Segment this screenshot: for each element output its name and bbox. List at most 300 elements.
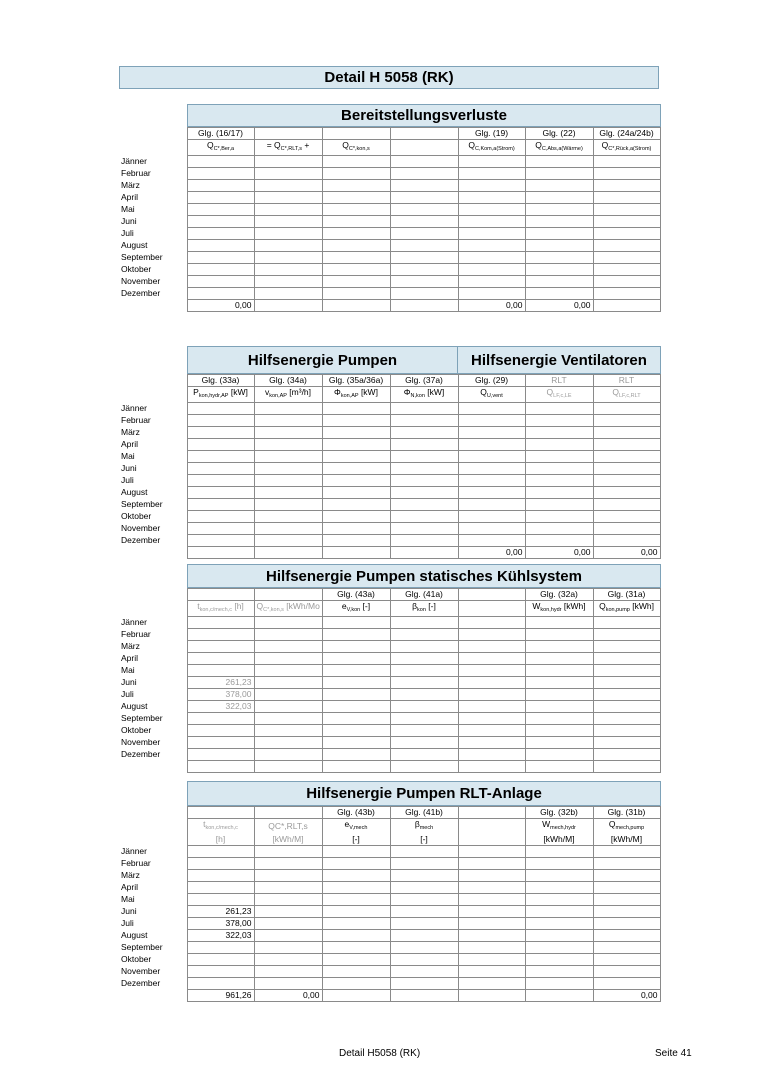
value-cell (187, 487, 254, 499)
value-cell (187, 966, 254, 978)
value-cell (525, 653, 593, 665)
symbol-main: QC*,RLT,s (268, 821, 308, 831)
value-cell (390, 677, 458, 689)
table-row (119, 204, 660, 216)
symbol-cell (254, 387, 322, 403)
value-cell (254, 403, 322, 415)
value-cell: 261,23 (187, 906, 254, 918)
symbol-subscript: LF,c,RLT (619, 393, 641, 399)
value-cell (322, 415, 390, 427)
value-cell (593, 737, 660, 749)
value-cell (254, 192, 322, 204)
value-cell (525, 737, 593, 749)
value-cell (390, 499, 458, 511)
value-cell (525, 463, 593, 475)
value-cell (390, 228, 458, 240)
symbol-cell (187, 601, 254, 617)
value-cell (525, 180, 593, 192)
value-cell (187, 942, 254, 954)
table-row (119, 689, 660, 701)
month-label: März (121, 427, 140, 437)
value-cell (390, 523, 458, 535)
value-cell (187, 252, 254, 264)
value-cell (187, 463, 254, 475)
value-cell (458, 689, 525, 701)
totals-row (119, 300, 660, 312)
month-label: März (121, 870, 140, 880)
symbol-unit: [kW] (358, 387, 378, 397)
symbol-subscript: C*,kon,s (263, 607, 284, 613)
value-cell (525, 168, 593, 180)
table-row (119, 701, 660, 713)
value-cell (458, 846, 525, 858)
value-cell (525, 475, 593, 487)
value-cell (187, 511, 254, 523)
value-cell (187, 204, 254, 216)
value-cell (525, 930, 593, 942)
symbol-main: Q (535, 140, 542, 150)
value-cell (254, 918, 322, 930)
symbol-cell (390, 140, 458, 156)
symbol-cell (390, 601, 458, 617)
value-cell (254, 168, 322, 180)
value-cell (187, 737, 254, 749)
equation-ref: Glg. (34a) (254, 375, 322, 387)
table-row (119, 475, 660, 487)
value-cell (322, 463, 390, 475)
table-row (119, 846, 660, 858)
symbol-main: = Q (266, 140, 281, 150)
value-cell: 378,00 (187, 918, 254, 930)
table-row (119, 180, 660, 192)
spacer-cell (119, 387, 187, 403)
value-cell (390, 713, 458, 725)
value-cell (525, 415, 593, 427)
total-cell (525, 761, 593, 773)
table-row (119, 629, 660, 641)
table-row (119, 415, 660, 427)
value-cell (187, 499, 254, 511)
total-cell (254, 300, 322, 312)
month-label: Mai (121, 451, 135, 461)
spacer-cell (119, 819, 187, 835)
value-cell (593, 701, 660, 713)
table-row (119, 168, 660, 180)
value-cell (322, 701, 390, 713)
value-cell (322, 906, 390, 918)
table-row (119, 439, 660, 451)
value-cell (187, 653, 254, 665)
total-cell (525, 990, 593, 1002)
table-row (119, 499, 660, 511)
month-label: Februar (121, 858, 151, 868)
equation-ref: Glg. (32a) (525, 589, 593, 601)
symbol-cell (322, 819, 390, 835)
value-cell (593, 439, 660, 451)
value-cell (458, 264, 525, 276)
table-row (119, 882, 660, 894)
month-label: Februar (121, 415, 151, 425)
value-cell (254, 451, 322, 463)
value-cell (593, 403, 660, 415)
table-row (119, 288, 660, 300)
value-cell (187, 954, 254, 966)
month-label: Februar (121, 629, 151, 639)
totals-row (119, 547, 660, 559)
symbol-subscript: V,kon (346, 607, 361, 613)
value-cell (322, 954, 390, 966)
value-cell (322, 204, 390, 216)
symbol-main: Q (612, 387, 619, 397)
value-cell (593, 858, 660, 870)
value-cell (322, 641, 390, 653)
symbol-subscript: mech,pump (615, 825, 645, 831)
total-cell (458, 761, 525, 773)
value-cell: 322,03 (187, 701, 254, 713)
month-label: September (121, 713, 163, 723)
value-cell (525, 499, 593, 511)
table-row (119, 252, 660, 264)
equation-ref (390, 128, 458, 140)
value-cell (525, 906, 593, 918)
value-cell (525, 439, 593, 451)
total-cell: 961,26 (187, 990, 254, 1002)
value-cell (390, 192, 458, 204)
value-cell (525, 535, 593, 547)
value-cell (187, 475, 254, 487)
table-row (119, 725, 660, 737)
symbol-cell (187, 819, 254, 835)
symbol-main: Q (256, 601, 264, 611)
value-cell (254, 276, 322, 288)
value-cell (254, 216, 322, 228)
month-label: März (121, 641, 140, 651)
value-cell (458, 427, 525, 439)
value-cell (525, 701, 593, 713)
value-cell (458, 439, 525, 451)
value-cell (187, 535, 254, 547)
value-cell (390, 954, 458, 966)
month-label: Mai (121, 204, 135, 214)
spacer-cell (119, 601, 187, 617)
total-cell (254, 761, 322, 773)
month-label: Oktober (121, 725, 152, 735)
table-row (119, 954, 660, 966)
value-cell (187, 415, 254, 427)
value-cell (390, 918, 458, 930)
table-row (119, 276, 660, 288)
value-cell (458, 499, 525, 511)
value-cell (458, 180, 525, 192)
month-label: Dezember (121, 978, 161, 988)
value-cell (254, 978, 322, 990)
month-label: November (121, 966, 161, 976)
table-row (119, 487, 660, 499)
unit-cell (458, 834, 525, 846)
value-cell (390, 511, 458, 523)
value-cell (458, 156, 525, 168)
symbol-subscript: kon,AP (340, 393, 359, 399)
value-cell (593, 894, 660, 906)
value-cell (390, 629, 458, 641)
equation-ref (322, 128, 390, 140)
table-statisches-kuehlsystem (119, 588, 661, 773)
value-cell (593, 966, 660, 978)
unit-cell: [-] (390, 834, 458, 846)
symbol-subscript: C*,Ber,a (213, 146, 235, 152)
value-cell (458, 713, 525, 725)
value-cell (593, 204, 660, 216)
value-cell (458, 870, 525, 882)
table-row (119, 966, 660, 978)
value-cell (254, 204, 322, 216)
value-cell (525, 870, 593, 882)
value-cell (593, 882, 660, 894)
value-cell (390, 942, 458, 954)
value-cell (390, 870, 458, 882)
value-cell (390, 451, 458, 463)
table-row (119, 240, 660, 252)
symbol-main: Q (601, 140, 609, 150)
value-cell (593, 523, 660, 535)
value-cell (187, 617, 254, 629)
equation-ref (254, 128, 322, 140)
table-rlt-anlage (119, 806, 661, 1002)
table-row (119, 870, 660, 882)
value-cell (187, 240, 254, 252)
value-cell (525, 427, 593, 439)
value-cell (254, 535, 322, 547)
value-cell (593, 240, 660, 252)
month-label: Juli (121, 918, 134, 928)
symbol-unit: [m³/h] (286, 387, 312, 397)
equation-ref: Glg. (43a) (322, 589, 390, 601)
value-cell (525, 403, 593, 415)
value-cell (525, 713, 593, 725)
value-cell (322, 653, 390, 665)
section-header-bereitstellungsverluste: Bereitstellungsverluste (187, 104, 661, 127)
value-cell (187, 264, 254, 276)
value-cell (254, 511, 322, 523)
symbol-row (119, 819, 660, 835)
spacer-cell (119, 547, 187, 559)
value-cell (254, 228, 322, 240)
symbol-cell (593, 140, 660, 156)
value-cell (322, 264, 390, 276)
equation-ref: Glg. (33a) (187, 375, 254, 387)
value-cell (322, 216, 390, 228)
section-header-rlt-anlage: Hilfsenergie Pumpen RLT-Anlage (187, 781, 661, 806)
value-cell (593, 978, 660, 990)
value-cell (322, 846, 390, 858)
symbol-main: Q (599, 601, 606, 611)
month-label: September (121, 942, 163, 952)
value-cell (254, 487, 322, 499)
month-label: Februar (121, 168, 151, 178)
value-cell (390, 264, 458, 276)
value-cell (254, 713, 322, 725)
value-cell (322, 930, 390, 942)
spacer-cell (119, 300, 187, 312)
glg-row (119, 128, 660, 140)
value-cell (458, 475, 525, 487)
spacer-cell (119, 375, 187, 387)
table-row (119, 858, 660, 870)
equation-ref: Glg. (29) (458, 375, 525, 387)
month-label: Jänner (121, 846, 147, 856)
value-cell (322, 523, 390, 535)
value-cell (187, 427, 254, 439)
value-cell (525, 942, 593, 954)
value-cell (254, 629, 322, 641)
symbol-subscript: mech (419, 825, 434, 831)
value-cell (525, 451, 593, 463)
value-cell (322, 427, 390, 439)
totals-row (119, 990, 660, 1002)
value-cell (458, 918, 525, 930)
symbol-main: β (412, 601, 418, 611)
footer-center: Detail H5058 (RK) (339, 1048, 421, 1059)
symbol-main: Q (480, 387, 487, 397)
equation-ref (458, 807, 525, 819)
value-cell (187, 168, 254, 180)
value-cell (390, 276, 458, 288)
value-cell (593, 276, 660, 288)
table-row (119, 451, 660, 463)
symbol-unit: [kW] (228, 387, 248, 397)
total-cell (390, 761, 458, 773)
total-cell (187, 547, 254, 559)
value-cell (458, 276, 525, 288)
symbol-cell (322, 601, 390, 617)
value-cell (254, 156, 322, 168)
value-cell (322, 858, 390, 870)
value-cell (254, 475, 322, 487)
value-cell (458, 629, 525, 641)
glg-row (119, 589, 660, 601)
value-cell (187, 523, 254, 535)
value-cell (593, 653, 660, 665)
value-cell (322, 617, 390, 629)
value-cell (187, 439, 254, 451)
symbol-cell (254, 819, 322, 835)
symbol-main: e (341, 601, 347, 611)
value-cell (593, 725, 660, 737)
value-cell (390, 252, 458, 264)
month-label: Juni (121, 906, 137, 916)
value-cell (322, 156, 390, 168)
value-cell (593, 228, 660, 240)
value-cell (390, 168, 458, 180)
table-row (119, 617, 660, 629)
value-cell (458, 240, 525, 252)
value-cell (525, 204, 593, 216)
equation-ref: Glg. (16/17) (187, 128, 254, 140)
month-label: April (121, 192, 139, 202)
table-row (119, 942, 660, 954)
table-row (119, 463, 660, 475)
symbol-unit: [-] (425, 601, 436, 611)
spacer-cell (119, 807, 187, 819)
symbol-subscript: kon,hydr,AP (198, 393, 229, 399)
value-cell (187, 749, 254, 761)
equation-ref: Glg. (22) (525, 128, 593, 140)
value-cell (254, 689, 322, 701)
table-row (119, 749, 660, 761)
value-cell (322, 499, 390, 511)
value-cell (322, 252, 390, 264)
equation-ref: Glg. (41a) (390, 589, 458, 601)
value-cell (525, 918, 593, 930)
value-cell (525, 894, 593, 906)
value-cell (254, 499, 322, 511)
month-label: Dezember (121, 749, 161, 759)
month-label: Dezember (121, 535, 161, 545)
value-cell (254, 894, 322, 906)
symbol-cell (322, 140, 390, 156)
value-cell (593, 918, 660, 930)
table-hilfsenergie-pumpen-ventilatoren (119, 374, 661, 559)
value-cell (525, 192, 593, 204)
table-row (119, 192, 660, 204)
table-row (119, 677, 660, 689)
value-cell (254, 415, 322, 427)
symbol-cell (458, 601, 525, 617)
value-cell (322, 749, 390, 761)
month-label: März (121, 180, 140, 190)
value-cell (525, 725, 593, 737)
equation-ref (254, 807, 322, 819)
spacer-cell (119, 140, 187, 156)
value-cell (458, 882, 525, 894)
symbol-cell (458, 140, 525, 156)
value-cell (322, 689, 390, 701)
value-cell (593, 906, 660, 918)
equation-ref (254, 589, 322, 601)
value-cell (458, 749, 525, 761)
symbol-subscript: C*,kon,s (348, 146, 370, 152)
value-cell (254, 749, 322, 761)
total-cell: 0,00 (593, 990, 660, 1002)
value-cell (525, 240, 593, 252)
total-cell (322, 990, 390, 1002)
month-label: November (121, 276, 161, 286)
month-label: Juli (121, 689, 134, 699)
value-cell (390, 288, 458, 300)
value-cell (593, 156, 660, 168)
value-cell (390, 641, 458, 653)
value-cell (254, 930, 322, 942)
total-cell (322, 547, 390, 559)
value-cell (322, 882, 390, 894)
equation-ref (187, 807, 254, 819)
symbol-main: Φ (403, 387, 411, 397)
month-label: August (121, 487, 148, 497)
symbol-subscript: C,Kom,a(Strom) (474, 146, 515, 152)
month-label: Juni (121, 216, 137, 226)
symbol-cell (390, 819, 458, 835)
month-label: September (121, 252, 163, 262)
value-cell (593, 749, 660, 761)
value-cell (187, 288, 254, 300)
month-label: Juni (121, 463, 137, 473)
value-cell (525, 264, 593, 276)
value-cell (458, 641, 525, 653)
value-cell (254, 439, 322, 451)
value-cell (254, 954, 322, 966)
value-cell (187, 403, 254, 415)
value-cell (390, 475, 458, 487)
